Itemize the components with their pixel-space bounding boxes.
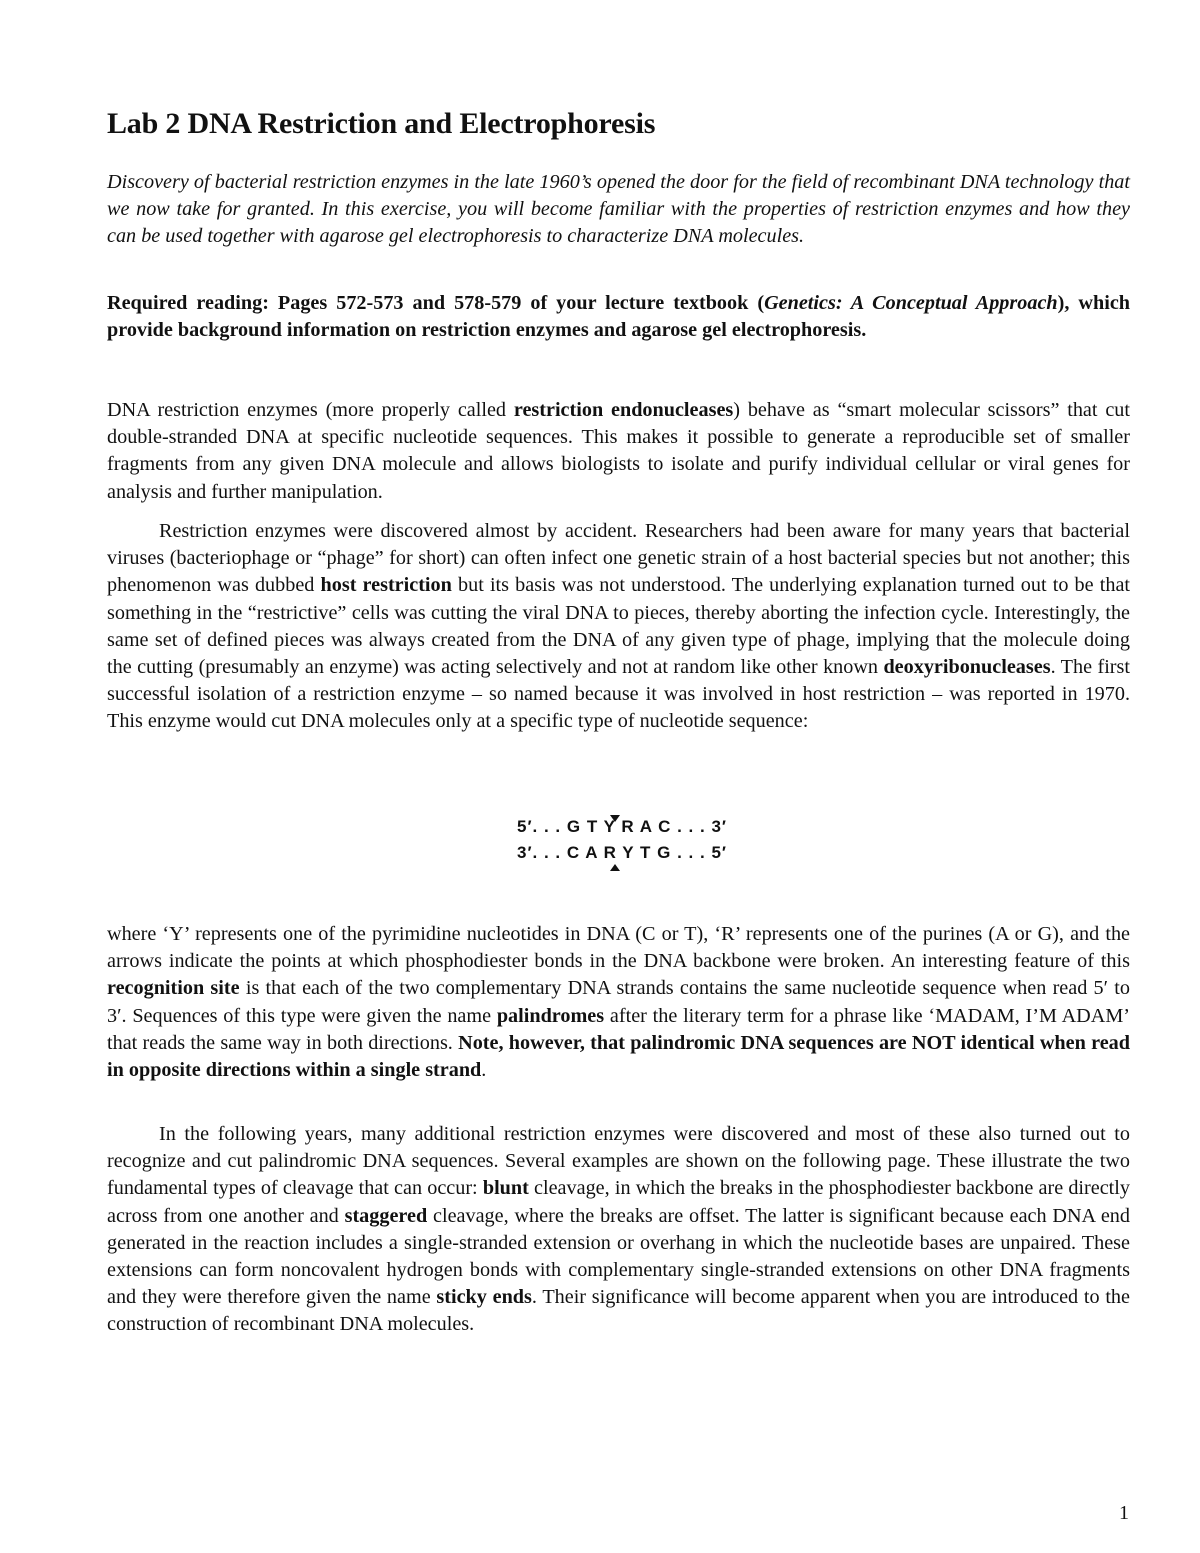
text-run: . The first successful isolation of a restriction enzyme – so named because it was involved in host restriction – was reported in 1970. This enzyme would cut DNA molecules only at a specific type of nucleotide sequence:: [107, 656, 1130, 733]
term-palindromes: palindromes: [496, 1004, 605, 1027]
term-host-restriction: host restriction: [320, 574, 452, 597]
term-recognition-site: recognition site: [107, 977, 240, 1000]
page-number: 1: [1119, 1502, 1129, 1524]
text-run: where ‘Y’ represents one of the pyrimidine nucleotides in DNA (C or T), ‘R’ represents one of the purines (A or G), and the arrows indicate the points at which phosphodiester bonds in the DNA backbone were broken. An interesting feature of this: [107, 923, 1130, 973]
text-run: Restriction enzymes were discovered almost by accident. Researchers had been aware for many years that bacterial viruses (bacteriophage or “phage” for short) can often infect one genetic strain of a host bacterial species but not another; this phenomenon was dubbed: [107, 520, 1130, 597]
text-run: In the following years, many additional restriction enzymes were discovered and most of these also turned out to recognize and cut palindromic DNA sequences. Several examples are shown on the following page. These illustrate the two fundamental types of cleavage that can occur:: [107, 1123, 1130, 1200]
text-run: .: [481, 1059, 487, 1082]
required-reading-lead: Required reading: Pages 572-573 and 578-579 of your lecture textbook (: [107, 292, 765, 314]
page-title: Lab 2 DNA Restriction and Electrophoresis: [107, 107, 656, 140]
term-blunt: blunt: [482, 1177, 529, 1200]
term-restriction-endonucleases: restriction endonucleases: [513, 399, 734, 421]
sequence-bottom-strand: 3′. . . C A R Y T G . . . 5′: [517, 843, 727, 862]
required-reading-tail: ), which provide background information on restriction enzymes and agarose gel electrophoresis.: [107, 292, 1131, 342]
paragraph-2: [107, 518, 1130, 736]
term-deoxyribonucleases: deoxyribonucleases: [883, 656, 1051, 679]
note-palindromic: Note, however, that palindromic DNA sequences are NOT identical when read in opposite directions within a single strand: [107, 1031, 1130, 1082]
cut-arrow-up-icon: [610, 864, 620, 871]
required-reading: [107, 290, 1130, 344]
text-run: after the literary term for a phrase like ‘MADAM, I’M ADAM’ that reads the same way in both directions.: [107, 1004, 1130, 1054]
sequence-top-strand: 5′. . . G T Y R A C . . . 3′: [517, 817, 727, 836]
text-run: ) behave as “smart molecular scissors” that cut double-stranded DNA at specific nucleotide sequences. This makes it possible to generate a reproducible set of smaller fragments from any given DNA molecule and allows biologists to isolate and purify individual cellular or viral genes for analysis and further manipulation.: [107, 399, 1130, 503]
paragraph-4: [107, 1121, 1130, 1339]
text-run: DNA restriction enzymes (more properly called: [107, 399, 514, 421]
paragraph-1: [107, 397, 1130, 506]
text-run: . Their significance will become apparent when you are introduced to the construction of recombinant DNA molecules.: [107, 1286, 1130, 1336]
text-run: but its basis was not understood. The underlying explanation turned out to be that something in the “restrictive” cells was cutting the viral DNA to pieces, thereby aborting the infection cycle. Interestingly, the same set of defined pieces was always created from the DNA of any given type of phage, implying that the molecule doing the cutting (presumably an enzyme) was acting selectively and not at random like other known: [107, 574, 1131, 679]
recognition-sequence-figure: [517, 815, 737, 871]
paragraph-3: [107, 921, 1130, 1084]
term-staggered: staggered: [344, 1204, 428, 1227]
intro-paragraph: Discovery of bacterial restriction enzymes in the late 1960’s opened the door for the field of recombinant DNA technology that we now take for granted. In this exercise, you will become familiar with the properties of restriction enzymes and how they can be used together with agarose gel electrophoresis to characterize DNA molecules.: [107, 171, 1130, 248]
text-run: cleavage, where the breaks are offset. The latter is significant because each DNA end generated in the reaction includes a single-stranded extension or overhang in which the nucleotide bases are unpaired. These extensions can form noncovalent hydrogen bonds with complementary single-stranded extensions on other DNA fragments and they were therefore given the name: [107, 1204, 1130, 1309]
textbook-title: Genetics: A Conceptual Approach: [764, 292, 1058, 314]
text-run: is that each of the two complementary DNA strands contains the same nucleotide sequence when read 5′ to 3′. Sequences of this type were given the name: [107, 977, 1131, 1027]
text-run: cleavage, in which the breaks in the phosphodiester backbone are directly across from one another and: [107, 1177, 1130, 1227]
term-sticky-ends: sticky ends: [436, 1286, 532, 1309]
